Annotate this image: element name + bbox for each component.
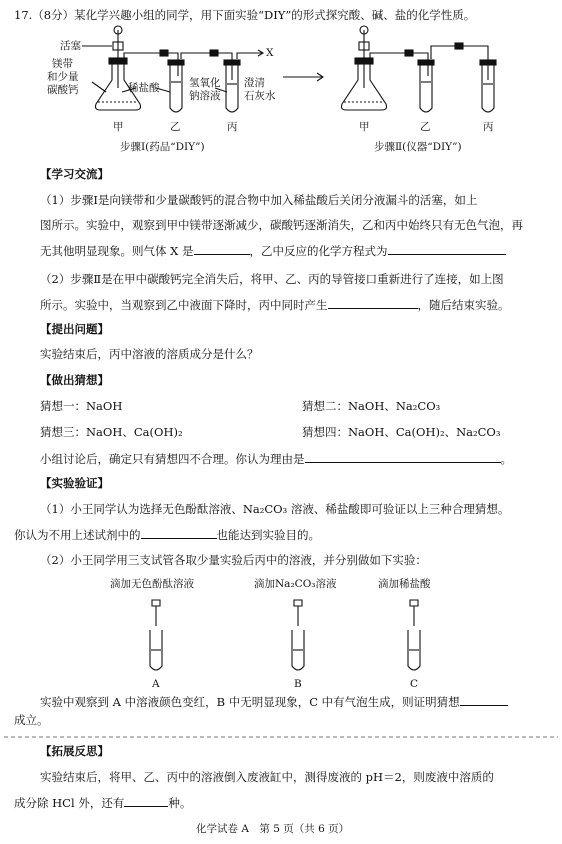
hypothesis-1: 猜想一：NaOH [40,399,123,413]
answer-blank-equation[interactable] [388,243,506,255]
tube-a-reagent: 滴加无色酚酞溶液 [110,578,194,590]
dropper-a [152,600,160,626]
naoh-label-2: 钠溶液 [189,90,221,102]
s1-p2a: （2）步骤Ⅱ是在甲中碳酸钙完全消失后，将甲、乙、丙的导管接口重新进行了连接，如上图 [40,272,504,286]
answer-blank-gas-x[interactable] [194,243,250,255]
jia-label-2: 甲 [359,121,370,133]
step1-caption: 步骤Ⅰ(药品“DIY”) [120,141,205,153]
tube-c [408,630,420,670]
s4-p2: （2）小王同学用三支试管各取少量实验后丙中的溶液，并分别做如下实验： [40,553,427,567]
s1-p1a: （1）步骤Ⅰ是向镁带和少量碳酸钙的混合物中加入稀盐酸后关闭分液漏斗的活塞，如上 [40,193,478,207]
gas-x-label: X [266,47,274,59]
s1-p1-line3: 无其他明显现象。则气体 X 是 ，乙中反应的化学方程式为 [40,243,506,258]
section-hypothesis: 【做出猜想】 [40,373,109,387]
answer-blank-reagent[interactable] [141,527,217,539]
lime-label-2: 石灰水 [244,90,276,102]
step2-caption: 步骤Ⅱ(仪器“DIY”) [374,141,462,153]
mg-label-1: 镁带 [52,58,73,70]
question-title: 17.（8分）某化学兴趣小组的同学，用下面实验“DIY”的形式探究酸、碱、盐的化学性质。 [14,8,476,22]
mg-label-3: 碳酸钙 [47,84,79,96]
hcl-label: 稀盐酸 [128,82,160,94]
s2-p: 实验结束后，丙中溶液的溶质成分是什么？ [40,347,259,361]
tube-b [292,630,304,670]
s5-p1: 实验结束后，将甲、乙、丙中的溶液倒入废液缸中，测得废液的 pH＝2，则废液中溶质的 [40,770,494,784]
s4-p3-line: 实验中观察到 A 中溶液颜色变红，B 中无明显现象，C 中有气泡生成，则证明猜想 [40,694,508,709]
hypothesis-3: 猜想三：NaOH、Ca(OH)₂ [40,425,183,439]
tube-c-label: C [410,678,419,690]
tube-a-label: A [152,678,160,690]
s5-p2-line: 成分除 HCl 外，还有 种。 [14,796,192,810]
jia-label-1: 甲 [113,121,124,133]
lime-label-1: 澄清 [244,77,265,89]
s4-p4: 成立。 [14,713,49,727]
yi-label-1: 乙 [170,121,181,133]
s4-p1a: （1）小王同学认为选择无色酚酞溶液、Na₂CO₃ 溶液、稀盐酸即可验证以上三种合理猜想。 [40,502,510,516]
tube-b-reagent: 滴加Na₂CO₃溶液 [254,578,337,590]
section-raise-question: 【提出问题】 [40,322,109,336]
page-footer: 化学试卷 A 第 5 页（共 6 页） [196,823,350,835]
answer-blank-count[interactable] [124,795,168,807]
answer-blank-hypothesis[interactable] [460,694,508,706]
section-reflection: 【拓展反思】 [40,744,109,758]
hypothesis-2: 猜想二：NaOH、Na₂CO₃ [302,399,441,413]
s3-reason-line: 小组讨论后，确定只有猜想四不合理。你认为理由是 。 [40,452,512,466]
tube-c-reagent: 滴加稀盐酸 [378,578,431,590]
s4-p1-line2: 你认为不用上述试剂中的 也能达到实验目的。 [14,528,320,542]
yi-label-2: 乙 [420,121,431,133]
dropper-b [294,600,302,626]
valve-label: 活塞 [60,40,81,52]
answer-blank-reason[interactable] [305,451,501,463]
tube-b-label: B [294,678,302,690]
naoh-label-1: 氢氧化 [189,77,221,89]
dropper-c [410,600,418,626]
section-learning-exchange: 【学习交流】 [40,167,109,181]
tube-a [150,630,162,670]
s1-p1b: 图所示。实验中，观察到甲中镁带逐渐减少，碳酸钙逐渐消失，乙和丙中始终只有无色气泡，再 [40,218,523,232]
bing-label-1: 丙 [227,121,238,133]
mg-label-2: 和少量 [47,71,79,83]
answer-blank-phenomenon[interactable] [328,297,418,309]
bing-label-2: 丙 [483,121,494,133]
section-verification: 【实验验证】 [40,476,109,490]
s1-p2-line2: 所示。实验中，当观察到乙中液面下降时，丙中同时产生 ，随后结束实验。 [40,298,510,312]
hypothesis-4: 猜想四：NaOH、Ca(OH)₂、Na₂CO₃ [302,425,501,439]
